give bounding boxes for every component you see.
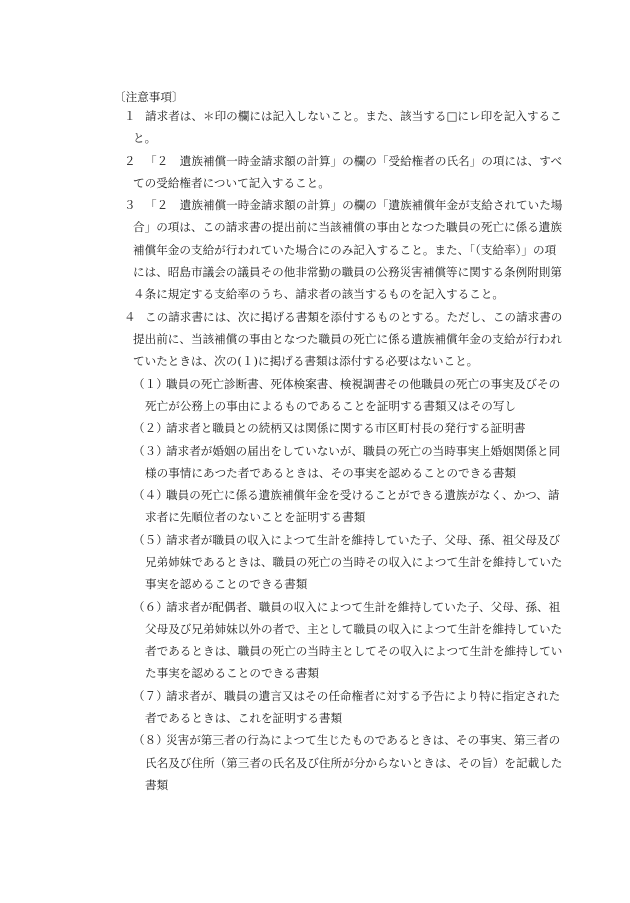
attachment-item-3-line: 請求者が婚姻の届出をしていないが、職員の死亡の当時事実上婚姻関係と同 [166, 443, 561, 458]
attachment-item-5-line: 請求者が職員の収入によつて生計を維持していた子、父母、孫、祖父母及び [166, 532, 561, 547]
note-item-4-line: ていたときは、次の(１)に掲げる書類は添付する必要はないこと。 [133, 354, 479, 369]
note-item-3-line: 「２ 遺族補償一時金請求額の計算」の欄の「遺族補償年金が支給されていた場 [145, 198, 563, 213]
note-item-1-number: １ [124, 109, 136, 123]
note-item-3-line: ４条に規定する支給率のうち、請求者の該当するものを記入すること。 [133, 287, 505, 302]
attachment-item-6-number: （６） [133, 599, 168, 614]
attachment-item-6-line: 者であるときは、職員の死亡の当時主としてその収入によつて生計を維持してい [145, 644, 563, 659]
attachment-item-6-line: 請求者が配偶者、職員の収入によつて生計を維持していた子、父母、孫、祖 [166, 599, 561, 614]
attachment-item-5-line: 事実を認めることのできる書類 [145, 577, 308, 592]
attachment-item-5-line: 兄弟姉妹であるときは、職員の死亡の当時その収入によつて生計を維持していた [145, 554, 563, 569]
note-item-3-line: には、昭島市議会の議員その他非常勤の職員の公務災害補償等に関する条例附則第 [133, 265, 562, 280]
note-item-4-number: ４ [124, 309, 136, 324]
attachment-item-1-line: 職員の死亡診断書、死体検案書、検視調書その他職員の死亡の事実及びその [166, 376, 561, 391]
attachment-item-4-line: 職員の死亡に係る遺族補償年金を受けることができる遺族がなく、かつ、請 [166, 488, 560, 503]
note-item-3-line: 補償年金の支給が行われていた場合にのみ記入すること。また、「（支給率）」の項 [133, 242, 557, 257]
attachment-item-7-line: 請求者が、職員の遺言又はその任命権者に対する予告により特に指定された [166, 688, 561, 703]
attachment-item-1-number: （１） [133, 376, 168, 391]
note-item-4-line: この請求書には、次に掲げる書類を添付するものとする。ただし、この請求書の [145, 309, 563, 324]
attachment-item-2-line: 請求者と職員との続柄又は関係に関する市区町村長の発行する証明書 [166, 421, 526, 436]
note-item-4-line: 提出前に、当該補償の事由となつた職員の死亡に係る遺族補償年金の支給が行われ [133, 331, 562, 346]
attachment-item-8-number: （８） [133, 733, 168, 748]
notes-heading: 〔注意事項〕 [114, 90, 184, 104]
note-item-2-line: ての受給権者について記入すること。 [133, 175, 330, 190]
note-item-3-line: 合」の項は、この請求書の提出前に当該補償の事由となつた職員の死亡に係る遺族 [133, 220, 562, 235]
note-item-1-line: と。 [133, 131, 157, 146]
attachment-item-8-line: 氏名及び住所（第三者の氏名及び住所が分からないときは、その旨）を記載した [145, 755, 563, 770]
note-item-2-line: 「２ 遺族補償一時金請求額の計算」の欄の「受給権者の氏名」の項には、すべ [145, 153, 563, 168]
attachment-item-4-number: （４） [133, 488, 168, 503]
attachment-item-3-number: （３） [133, 443, 168, 458]
attachment-item-6-line: 父母及び兄弟姉妹以外の者で、主として職員の収入によつて生計を維持していた [145, 621, 563, 636]
note-item-2-number: ２ [124, 153, 136, 168]
attachment-item-6-line: た事実を認めることのできる書類 [145, 666, 319, 681]
attachment-item-2-number: （２） [133, 421, 168, 436]
note-item-3-number: ３ [124, 198, 136, 213]
attachment-item-7-line: 者であるときは、これを証明する書類 [145, 711, 343, 726]
attachment-item-5-number: （５） [133, 532, 168, 547]
attachment-item-8-line: 書類 [145, 777, 169, 792]
attachment-item-1-line: 死亡が公務上の事由によるものであることを証明する書類又はその写し [145, 398, 517, 413]
note-item-1-line: 請求者は、＊印の欄には記入しないこと。また、該当する□にレ印を記入するこ [145, 109, 562, 123]
attachment-item-3-line: 様の事情にあつた者であるときは、その事実を認めることのできる書類 [145, 465, 517, 480]
attachment-item-8-line: 災害が第三者の行為によつて生じたものであるときは、その事実、第三者の [166, 733, 561, 748]
attachment-item-4-line: 求者に先順位者のないことを証明する書類 [145, 510, 366, 525]
attachment-item-7-number: （７） [133, 688, 168, 703]
